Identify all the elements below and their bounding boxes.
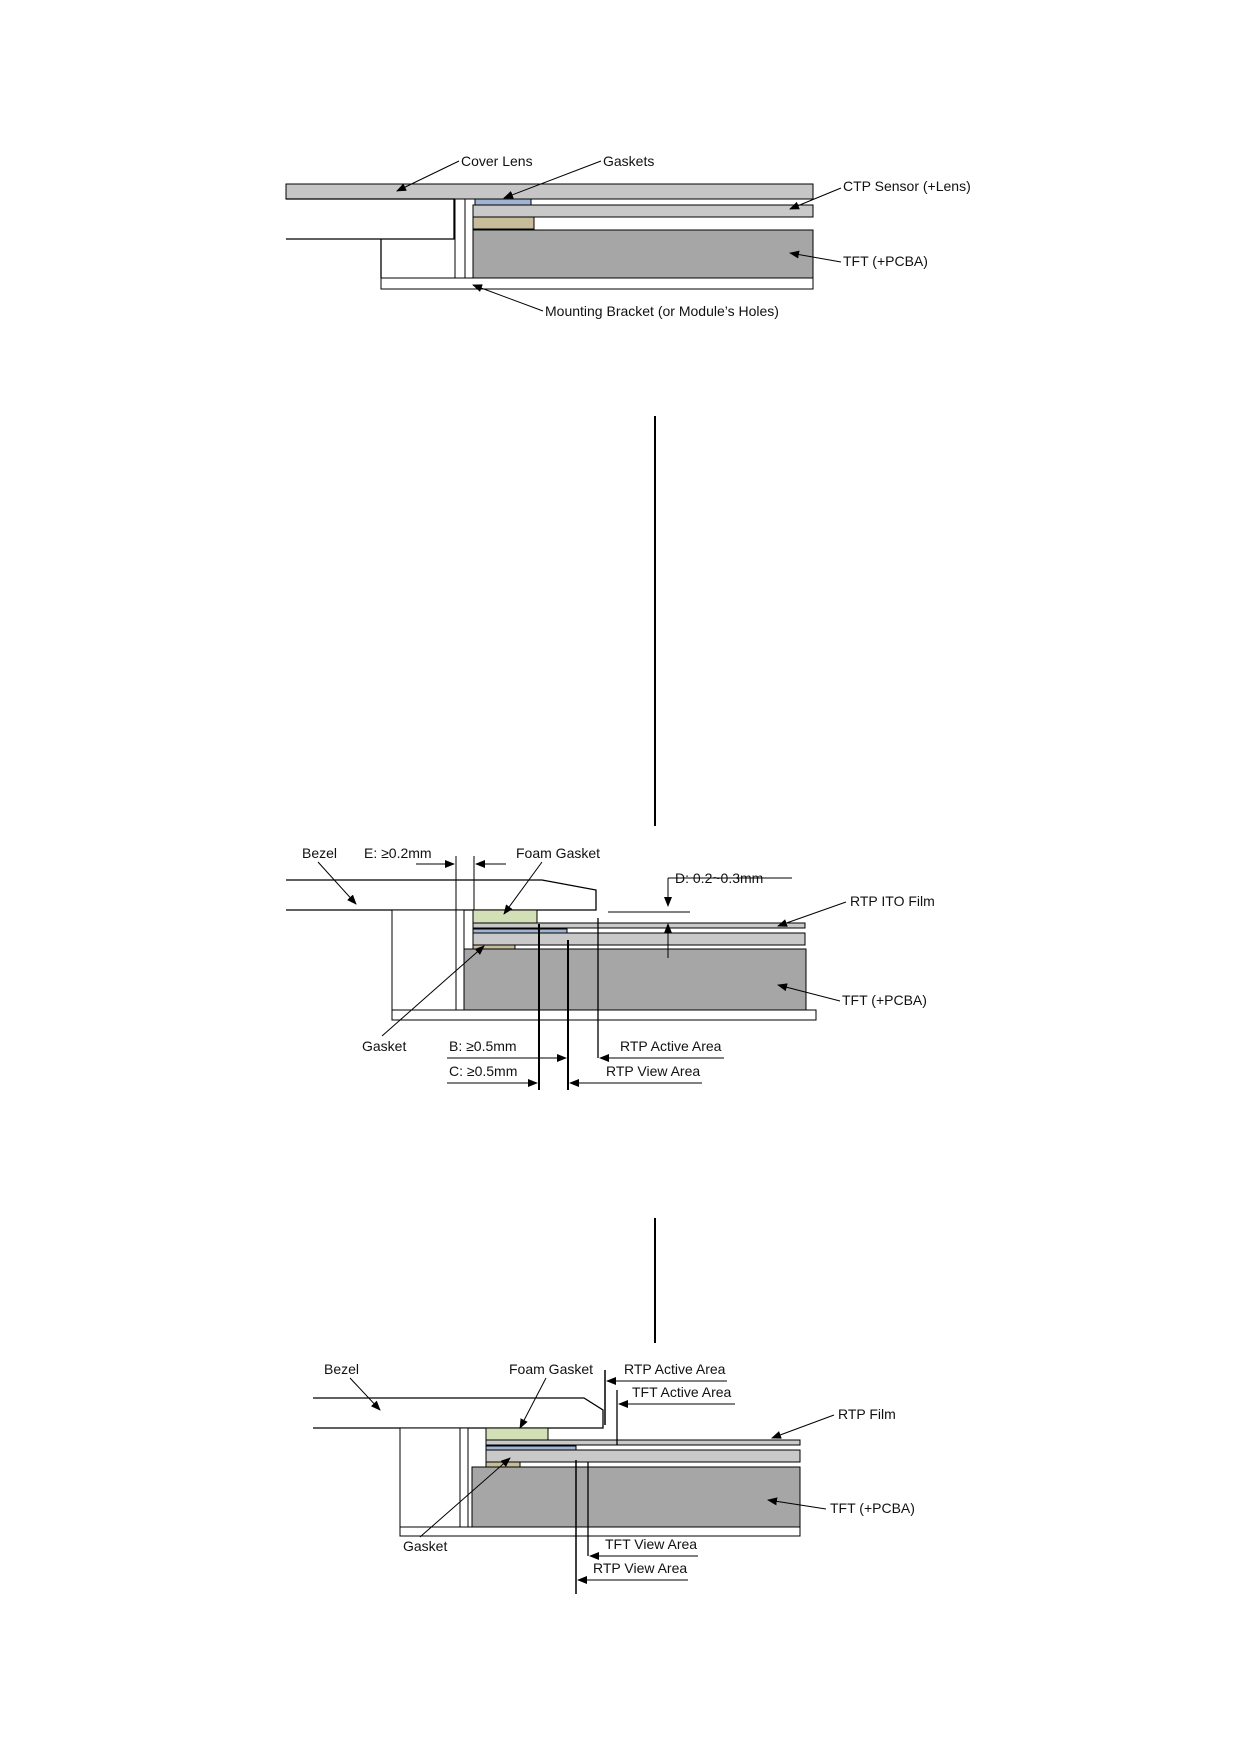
rtp-glass-layer: [486, 1450, 800, 1462]
label-c-gap: C: ≥0.5mm: [449, 1063, 518, 1079]
label-e-gap: E: ≥0.2mm: [364, 845, 432, 861]
bottom-plate: [392, 1010, 816, 1020]
bezel-outline: [313, 1398, 603, 1428]
leader-rtp-film: [772, 1415, 834, 1438]
label-bezel: Bezel: [324, 1361, 360, 1377]
label-rtp-active-area: RTP Active Area: [624, 1361, 726, 1377]
leader-rtp-ito-film: [778, 902, 846, 926]
rtp-ito-film: [473, 923, 805, 928]
label-cover-lens: Cover Lens: [461, 153, 533, 169]
housing-outline: [286, 199, 454, 239]
leader-foam-gasket: [520, 1378, 546, 1428]
label-ctp-sensor: CTP Sensor (+Lens): [843, 178, 971, 194]
label-mounting-bracket: Mounting Bracket (or Module’s Holes): [545, 303, 779, 319]
diagram-ctp-stackup: [286, 153, 971, 319]
blue-gasket: [486, 1446, 576, 1450]
label-tft: TFT (+PCBA): [830, 1500, 915, 1516]
diagram-rtp-stackup-areas: [313, 1361, 915, 1594]
foam-gasket: [486, 1428, 548, 1440]
leader-bezel: [318, 862, 356, 904]
ctp-sensor-layer: [473, 205, 813, 217]
label-tft-active-area: TFT Active Area: [632, 1384, 732, 1400]
standoff-post: [456, 910, 464, 1010]
bracket-frame: [400, 1428, 460, 1527]
label-rtp-ito-film: RTP ITO Film: [850, 893, 935, 909]
label-gasket: Gasket: [403, 1538, 448, 1554]
bezel-outline: [286, 880, 596, 910]
label-rtp-view-area: RTP View Area: [593, 1560, 688, 1576]
tft-layer: [464, 949, 806, 1010]
label-b-gap: B: ≥0.5mm: [449, 1038, 517, 1054]
blue-gasket: [473, 929, 567, 933]
leader-foam-gasket: [504, 862, 542, 914]
label-foam-gasket: Foam Gasket: [516, 845, 601, 861]
cover-lens-layer: [286, 184, 813, 199]
label-rtp-view-area: RTP View Area: [606, 1063, 701, 1079]
diagram-rtp-stackup-dimensions: [286, 845, 935, 1090]
blue-gasket: [475, 199, 531, 205]
label-tft: TFT (+PCBA): [842, 992, 927, 1008]
bracket-frame: [392, 910, 456, 1010]
label-tft: TFT (+PCBA): [843, 253, 928, 269]
leader-bezel: [350, 1378, 380, 1410]
tan-gasket: [473, 217, 534, 229]
standoff-post: [460, 1428, 468, 1527]
label-d-gap: D: 0.2~0.3mm: [675, 870, 764, 886]
label-gaskets: Gaskets: [603, 153, 655, 169]
tan-gasket: [473, 945, 515, 949]
mounting-bracket-plate: [381, 278, 813, 289]
label-gasket: Gasket: [362, 1038, 407, 1054]
label-tft-view-area: TFT View Area: [605, 1536, 698, 1552]
label-rtp-active-area: RTP Active Area: [620, 1038, 722, 1054]
rtp-film: [486, 1440, 800, 1445]
bottom-plate: [400, 1527, 800, 1536]
tft-layer: [473, 230, 813, 278]
standoff-post: [455, 199, 465, 278]
label-bezel: Bezel: [302, 845, 338, 861]
label-foam-gasket: Foam Gasket: [509, 1361, 594, 1377]
label-rtp-film: RTP Film: [838, 1406, 896, 1422]
tft-layer: [472, 1467, 800, 1527]
rtp-glass-layer: [473, 933, 805, 945]
